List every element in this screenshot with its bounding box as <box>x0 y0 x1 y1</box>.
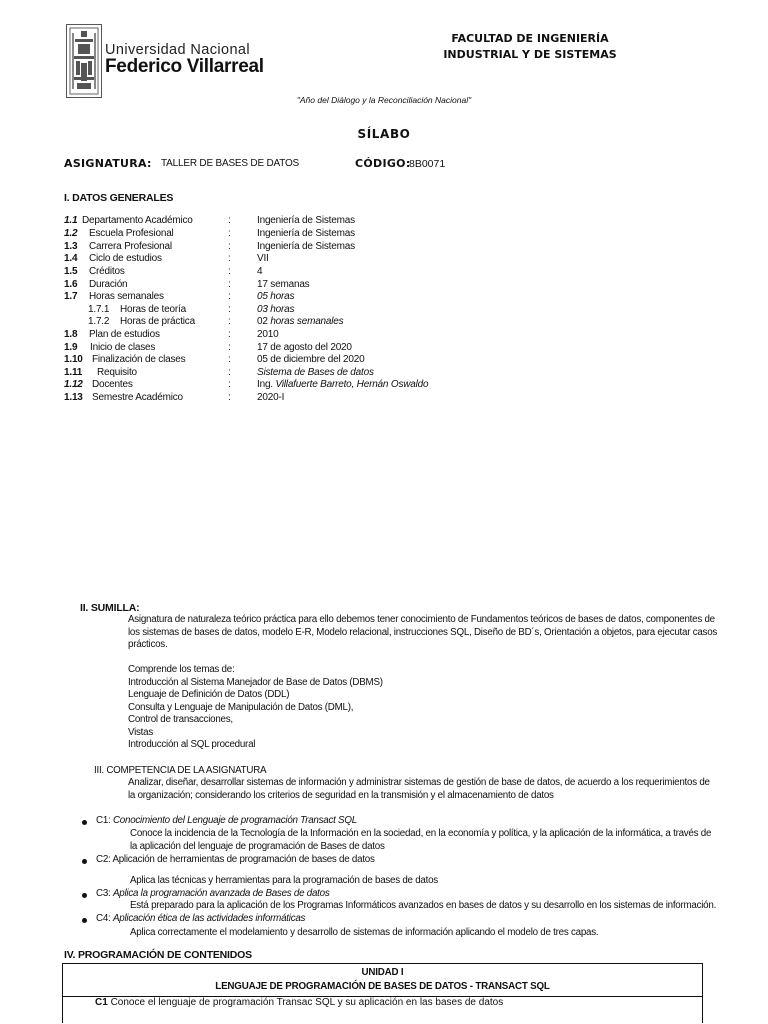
competence-desc-line: Conoce la incidencia de la Tecnología de la Información en la sociedad, en la economía y política, y la aplicación de la informática, a través de <box>130 828 712 839</box>
datos-row <box>64 379 564 392</box>
datos-row-number: 1.3 <box>64 241 78 252</box>
datos-row-value: 17 semanas <box>257 279 310 290</box>
competence-c3 <box>96 888 329 901</box>
datos-row <box>64 316 564 329</box>
document-title: SÍLABO <box>357 127 411 141</box>
datos-row-number: 1.7.2 <box>88 316 110 327</box>
competence-c2 <box>96 854 375 867</box>
competence-title: Aplica la programación avanzada de Bases de datos <box>112 888 330 899</box>
topic-item: Introducción al Sistema Manejador de Base de Datos (DBMS) <box>128 676 383 688</box>
datos-row-value: Ingeniería de Sistemas <box>257 241 355 252</box>
competence-title: Aplicación ética de las actividades informáticas <box>112 913 306 924</box>
datos-row-value: 2020-I <box>257 392 285 403</box>
section-heading-datos-generales: I. DATOS GENERALES <box>64 192 174 204</box>
datos-row-number: 1.7 <box>64 291 78 302</box>
competence-code: C4: <box>96 913 111 924</box>
datos-row-separator: : <box>228 392 231 403</box>
datos-row-separator: : <box>228 342 231 353</box>
codigo-label: CÓDIGO: <box>355 157 411 170</box>
datos-row-separator: : <box>228 379 231 390</box>
datos-row <box>64 354 564 367</box>
datos-row-label: Horas semanales <box>89 291 164 302</box>
codigo-value: 8B0071 <box>409 158 446 170</box>
unit-title: LENGUAJE DE PROGRAMACIÓN DE BASES DE DATOS - TRANSACT SQL <box>215 981 550 992</box>
datos-row-label: Plan de estudios <box>89 329 160 340</box>
datos-row-number: 1.6 <box>64 279 78 290</box>
datos-row-number: 1.8 <box>64 329 78 340</box>
datos-row <box>64 291 564 304</box>
datos-row-separator: : <box>228 241 231 252</box>
year-motto: "Año del Diálogo y la Reconciliación Nacional" <box>296 95 472 105</box>
datos-row-value: 2010 <box>257 329 279 340</box>
datos-row-separator: : <box>228 354 231 365</box>
datos-row-separator: : <box>228 367 231 378</box>
datos-row-separator: : <box>228 253 231 264</box>
datos-row-value: 03 horas <box>257 304 295 315</box>
datos-row-label: Inicio de clases <box>90 342 156 353</box>
datos-row-label: Requisito <box>97 367 137 378</box>
competence-c1 <box>96 815 357 828</box>
datos-row-number: 1.7.1 <box>88 304 110 315</box>
topic-item: Control de transacciones, <box>128 714 233 725</box>
datos-row-separator: : <box>228 228 231 239</box>
datos-row-label: Carrera Profesional <box>89 241 172 252</box>
datos-row-value: Ingeniería de Sistemas <box>257 228 355 239</box>
datos-row-label: Finalización de clases <box>92 354 186 365</box>
datos-row-value: 4 <box>257 266 263 277</box>
competence-desc-line: la aplicación del lenguaje de programación de Bases de datos <box>130 840 385 852</box>
datos-row-label: Semestre Académico <box>92 392 183 403</box>
datos-row-number: 1.4 <box>64 253 78 264</box>
unit-row-code: C1 <box>95 997 108 1008</box>
competence-c4 <box>96 913 305 926</box>
datos-row-number: 1.5 <box>64 266 78 277</box>
unit-competence-row <box>63 997 702 1008</box>
topic-item: Vistas <box>128 726 154 738</box>
datos-row-separator: : <box>228 266 231 277</box>
sumilla-topics <box>128 664 383 752</box>
competence-c2-desc: Aplica las técnicas y herramientas para la programación de bases de datos <box>130 875 438 886</box>
unit-row-text: Conoce el lenguaje de programación Transac SQL y su aplicación en las bases de datos <box>110 997 504 1008</box>
datos-row-label: Duración <box>89 279 128 290</box>
datos-row-value: 05 horas <box>257 291 295 302</box>
faculty-name <box>410 31 650 63</box>
datos-row-number: 1.1 <box>64 215 78 226</box>
bullet-icon <box>82 893 87 898</box>
faculty-line2: INDUSTRIAL Y DE SISTEMAS <box>443 48 617 61</box>
datos-row-separator: : <box>228 279 231 290</box>
datos-row-separator: : <box>228 215 231 226</box>
datos-row-number: 1.12 <box>64 379 83 390</box>
sumilla-line: los sistemas de bases de datos, modelo E-R, Modelo relacional, instrucciones SQL, Diseño de BD´s, Orientación a objetos, para ejecutar casos <box>128 626 718 638</box>
crest-icon <box>67 25 101 97</box>
datos-row-value: Sistema de Bases de datos <box>257 367 374 378</box>
topic-item: Lenguaje de Definición de Datos (DDL) <box>128 689 290 700</box>
competence-title: Aplicación de herramientas de programación de bases de datos <box>112 854 375 865</box>
competencia-line: Analizar, diseñar, desarrollar sistemas de información y administrar sistemas de gestión de base de datos, de acuerdo a los requerimientos de <box>128 777 710 788</box>
datos-row-label: Docentes <box>92 379 133 390</box>
datos-row <box>64 215 564 228</box>
datos-row-label: Horas de teoría <box>120 304 186 315</box>
datos-row <box>64 266 564 279</box>
datos-row-number: 1.11 <box>64 367 83 378</box>
datos-row <box>64 228 564 241</box>
bullet-icon <box>82 918 87 923</box>
datos-row-label: Horas de práctica <box>120 316 195 327</box>
competence-title: Conocimiento del Lenguaje de programación Transact SQL <box>112 815 357 826</box>
datos-row-number: 1.9 <box>64 342 78 353</box>
competencia-text <box>128 777 710 802</box>
bullet-icon <box>82 859 87 864</box>
competence-c4-desc: Aplica correctamente el modelamiento y desarrollo de sistemas de información aplicando el modelo de tres capas. <box>130 927 599 938</box>
competencia-line: la organización; considerando los criterios de seguridad en la transmisión y el almacenamiento de datos <box>128 789 554 801</box>
university-crest-logo <box>66 24 102 98</box>
datos-row-number: 1.2 <box>64 228 78 239</box>
datos-row-value: 05 de diciembre del 2020 <box>257 354 365 365</box>
unit-table <box>62 963 703 1023</box>
datos-row-label: Escuela Profesional <box>89 228 174 239</box>
datos-row-separator: : <box>228 291 231 302</box>
datos-row-separator: : <box>228 304 231 315</box>
unit-label: UNIDAD I <box>361 967 404 978</box>
datos-row-value: Ingeniería de Sistemas <box>257 215 355 226</box>
section-heading-competencia: III. COMPETENCIA DE LA ASIGNATURA <box>94 765 267 776</box>
section-heading-programacion: IV. PROGRAMACIÓN DE CONTENIDOS <box>64 949 252 961</box>
datos-row-separator: : <box>228 329 231 340</box>
topics-intro: Comprende los temas de: <box>128 664 235 675</box>
university-name-line1: Universidad Nacional <box>105 42 251 58</box>
datos-row-number: 1.10 <box>64 354 83 365</box>
datos-row-label: Departamento Académico <box>82 215 193 226</box>
section-heading-sumilla: II. SUMILLA: <box>80 602 140 614</box>
bullet-icon <box>82 820 87 825</box>
competence-code: C2: <box>96 854 111 865</box>
datos-row-number: 1.13 <box>64 392 83 403</box>
sumilla-line: Asignatura de naturaleza teórico práctica para ello debemos tener conocimiento de Fundamentos teóricos de bases de datos, componentes de <box>128 614 715 625</box>
datos-row <box>64 253 564 266</box>
sumilla-line: prácticos. <box>128 639 168 650</box>
asignatura-label: ASIGNATURA: <box>64 157 152 170</box>
competence-c1-desc <box>130 828 711 853</box>
datos-row-separator: : <box>228 316 231 327</box>
university-name-line2: Federico Villarreal <box>105 56 264 77</box>
datos-row-label: Créditos <box>89 266 125 277</box>
competence-code: C1: <box>96 815 111 826</box>
datos-row-value: VII <box>257 253 269 264</box>
topic-item: Introducción al SQL procedural <box>128 739 256 750</box>
topic-item: Consulta y Lenguaje de Manipulación de Datos (DML), <box>128 701 354 713</box>
competence-code: C3: <box>96 888 111 899</box>
asignatura-value: TALLER DE BASES DE DATOS <box>161 158 300 169</box>
datos-row-label: Ciclo de estudios <box>89 253 162 264</box>
datos-row-value: 17 de agosto del 2020 <box>257 342 352 353</box>
datos-row <box>64 329 564 342</box>
datos-row-value: Ing. Villafuerte Barreto, Hernán Oswaldo <box>257 379 429 390</box>
datos-row <box>64 392 564 405</box>
unit-header-row <box>63 964 702 997</box>
faculty-line1: FACULTAD DE INGENIERÍA <box>451 32 609 45</box>
competence-c3-desc: Está preparado para la aplicación de los Programas Informáticos avanzados en bases de datos y su desarrollo en los sistemas de información. <box>130 900 717 911</box>
datos-row-value: 02 horas semanales <box>257 316 344 327</box>
sumilla-paragraph <box>128 614 717 652</box>
